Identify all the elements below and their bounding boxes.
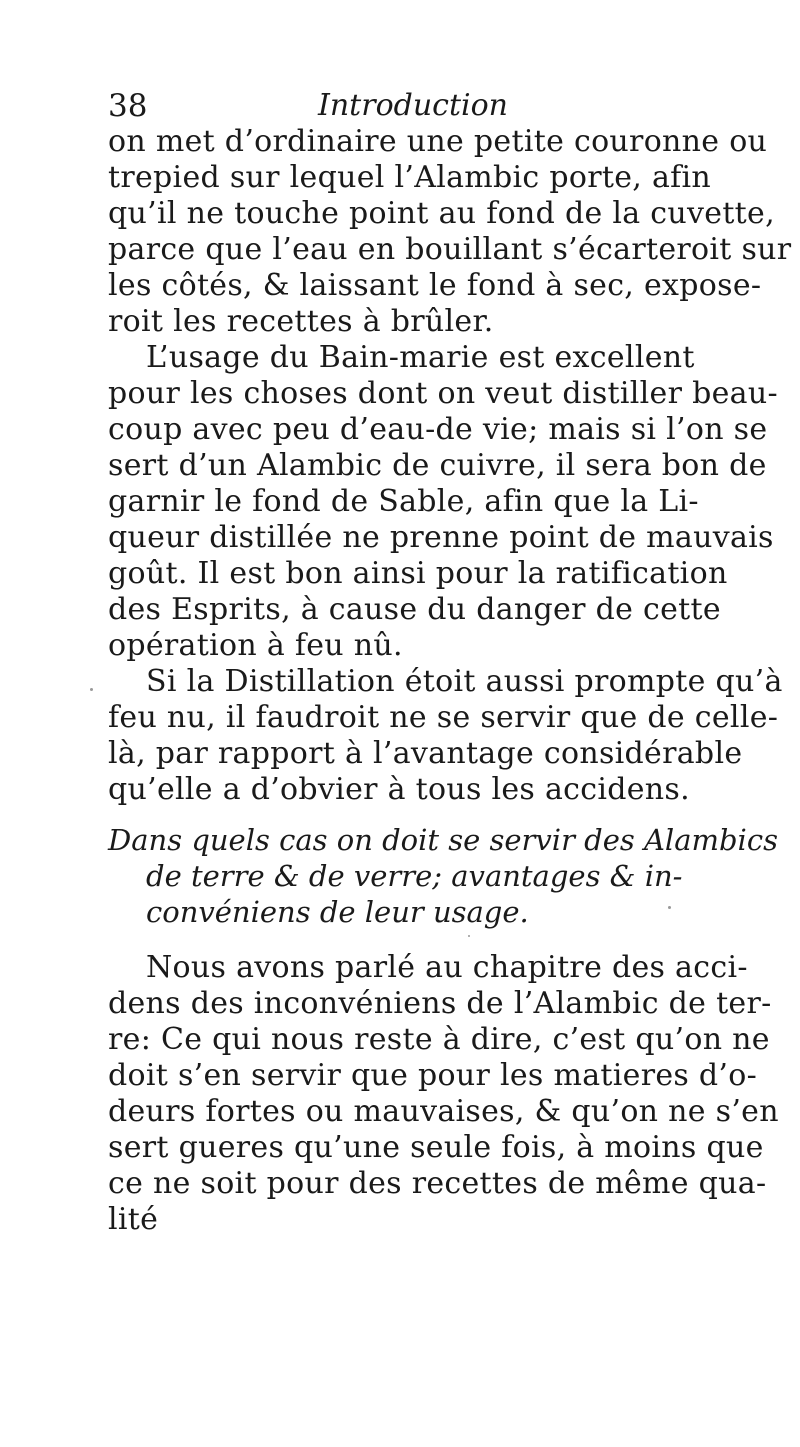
text-line: Si la Distillation étoit aussi prompte qu’à	[146, 664, 783, 699]
ink-speck	[468, 935, 470, 937]
text-line: queur distillée ne prenne point de mauvais	[108, 520, 774, 555]
text-line: goût. Il est bon ainsi pour la ratification	[108, 556, 728, 591]
text-line: feu nu, il faudroit ne se servir que de celle-	[108, 700, 779, 735]
text-line: trepied sur lequel l’Alambic porte, afin	[108, 160, 712, 195]
text-line: les côtés, & laissant le fond à sec, expose-	[108, 268, 762, 303]
running-title: Introduction	[318, 88, 508, 123]
text-line: re: Ce qui nous reste à dire, c’est qu’on ne	[108, 1022, 770, 1057]
text-line: garnir le fond de Sable, afin que la Li-	[108, 484, 699, 519]
text-line: parce que l’eau en bouillant s’écarteroit sur	[108, 232, 792, 267]
ink-speck	[90, 688, 93, 691]
ink-speck	[668, 906, 671, 909]
section-heading-line: convéniens de leur usage.	[146, 895, 529, 929]
text-line: qu’il ne touche point au fond de la cuvette,	[108, 196, 775, 231]
page-number: 38	[108, 88, 148, 124]
text-line: sert d’un Alambic de cuivre, il sera bon de	[108, 448, 767, 483]
text-line: L’usage du Bain-marie est excellent	[146, 340, 695, 375]
text-line: pour les choses dont on veut distiller beau-	[108, 376, 778, 411]
text-line: qu’elle a d’obvier à tous les accidens.	[108, 772, 690, 807]
text-line: doit s’en servir que pour les matieres d’o-	[108, 1058, 758, 1093]
text-line: opération à feu nû.	[108, 628, 403, 663]
text-line: roit les recettes à brûler.	[108, 304, 494, 339]
text-line: des Esprits, à cause du danger de cette	[108, 592, 721, 627]
section-heading-line: Dans quels cas on doit se servir des Alambics	[108, 823, 778, 857]
text-line: Nous avons parlé au chapitre des acci-	[146, 950, 748, 985]
text-line: sert gueres qu’une seule fois, à moins que	[108, 1130, 764, 1165]
text-line: lité	[108, 1202, 159, 1237]
text-line: ce ne soit pour des recettes de même qua-	[108, 1166, 767, 1201]
text-line: coup avec peu d’eau-de vie; mais si l’on se	[108, 412, 768, 447]
text-line: dens des inconvéniens de l’Alambic de ter-	[108, 986, 772, 1021]
section-heading-line: de terre & de verre; avantages & in-	[146, 859, 683, 893]
text-line: là, par rapport à l’avantage considérable	[108, 736, 743, 771]
text-line: deurs fortes ou mauvaises, & qu’on ne s’en	[108, 1094, 779, 1129]
text-line: on met d’ordinaire une petite couronne ou	[108, 124, 768, 159]
